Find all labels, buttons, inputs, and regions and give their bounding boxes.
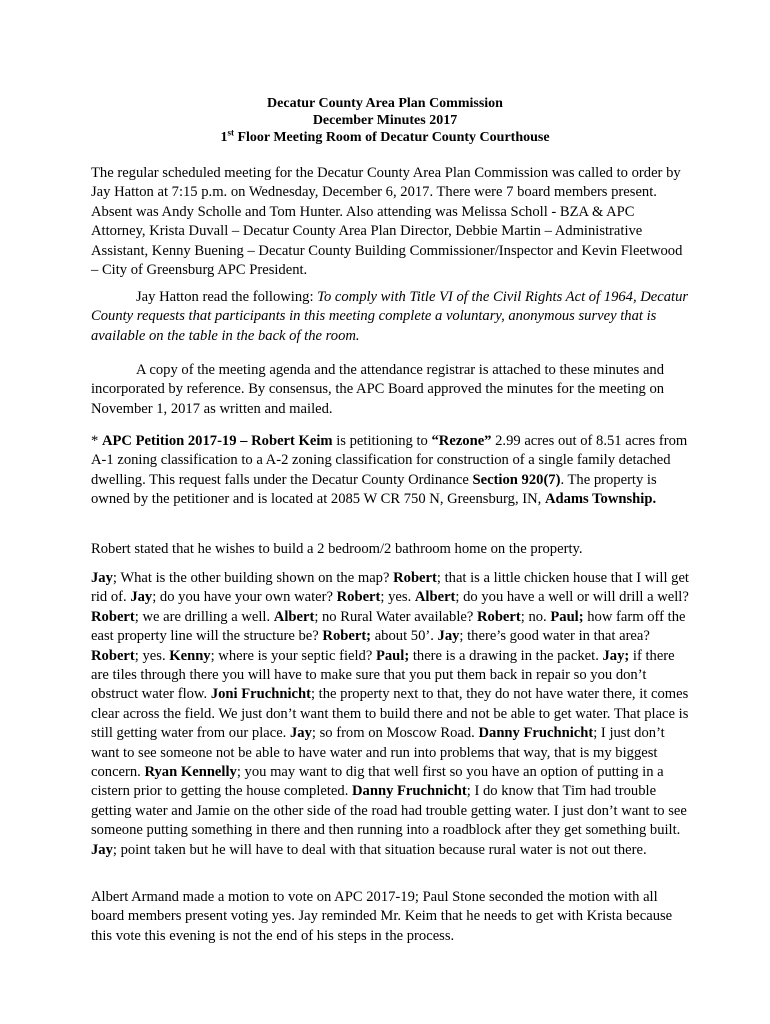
speaker-name: Jay [91,570,113,586]
speaker-name: Ryan Kennelly [144,764,237,781]
speaker-name: Robert [336,589,381,606]
floor-ordinal-suffix: st [227,127,234,138]
speaker-name: Robert [476,608,521,625]
speaker-text: ; I just don’t want to see someone not be able to have water and run into problems that way, that is my biggest concern. [91,725,665,781]
speaker-name: Jay [289,725,312,742]
civil-rights-paragraph [91,288,691,346]
speaker-name: Kenny [169,647,211,664]
speaker-text: ; yes. [380,589,415,606]
speaker-text: ; that is a little chicken house that I will get rid of. [91,570,689,606]
intro-paragraph: The regular scheduled meeting for the Decatur County Area Plan Commission was called to order by Jay Hatton at 7:15 p.m. on Wednesday, December 6, 2017. There were 7 board members present. Absent was Andy Scholle and Tom Hunter. Also attending was Melissa Scholl - BZA & APC Attorney, Krista Duvall – Decatur County Area Plan Director, Debbie Martin – Administrative Assistant, Kenny Buening – Decatur County Building Commissioner/Inspector and Kevin Fleetwood – City of Greensburg APC President. [91,165,683,279]
robert-statement-paragraph: Robert stated that he wishes to build a 2 bedroom/2 bathroom home on the property. [91,541,583,557]
speaker-text: ; do you have your own water? [152,589,337,606]
speaker-text: ; I do know that Tim had trouble getting water and Jamie on the other side of the road had trouble getting water. I just don’t want to see someone putting something in there and then running into a roadblock after they get something built. [91,783,687,839]
speaker-name: Robert [91,608,135,625]
speaker-name: Joni Fruchnicht [210,686,311,703]
speaker-text: ; do you have a well or will drill a well? [455,589,689,606]
petition-title: APC Petition 2017-19 – Robert Keim [101,433,333,449]
speaker-text: ; where is your septic field? [210,647,376,664]
speaker-text: ; so from on Moscow Road. [311,725,479,742]
header-location [0,129,770,146]
speaker-name: Jay [130,589,153,606]
petition-rezone: “Rezone” [431,433,492,449]
motion-paragraph: Albert Armand made a motion to vote on APC 2017-19; Paul Stone seconded the motion with all board members present voting yes. Jay reminded Mr. Keim that he needs to get with Krista because this vote this evening is not the end of his steps in the process. [91,889,673,944]
speaker-text: about 50’. [371,628,438,645]
speaker-name: Albert [273,608,315,625]
petition-star: * [91,433,102,449]
speaker-name: Paul; [375,647,410,664]
speaker-name: Jay [437,628,460,645]
dialogue-paragraph [91,569,691,860]
header-subtitle: December Minutes 2017 [312,113,458,128]
header-title: Decatur County Area Plan Commission [267,96,503,111]
speaker-name: Danny Fruchnicht [352,783,467,800]
petition-section: Section 920(7) [472,471,561,488]
speaker-text: ; no Rural Water available? [314,608,477,625]
civil-rights-lead: Jay Hatton read the following: [136,289,318,305]
speaker-name: Jay [91,841,113,858]
petition-paragraph: * APC Petition 2017-19 – Robert Keim is petitioning to “Rezone” 2.99 acres out of 8.51 acres from A-1 zoning classification to a A-2 zoning classification for construction of a single family detached dwelling. This request falls under the Decatur County Ordinance Section 920(7). The property is owned by the petitioner and is located at 2085 W CR 750 N, Greensburg, IN, Adams Township. [91,433,688,508]
speaker-text: ; we are drilling a well. [134,608,274,625]
petition-township: Adams Township. [544,491,657,508]
speaker-name: Robert [393,570,437,586]
speaker-name: Jay; [602,647,630,664]
speaker-name: Danny Fruchnicht [478,725,594,742]
speaker-text: if there are tiles through there you will have to make sure that you put them back in repair so you don’t obstruct water flow. [91,647,675,703]
speaker-text: ; the property next to that, they do not have water there, it comes clear across the field. We just don’t want them to build there and not be able to get water. That place is still getting water from our place. [91,686,689,742]
floor-number: 1 [220,130,228,145]
document-header [0,95,770,146]
speaker-text: ; point taken but he will have to deal with that situation because rural water is not out there. [112,841,647,858]
agenda-paragraph: A copy of the meeting agenda and the attendance registrar is attached to these minutes and incorporated by reference. By consensus, the APC Board approved the minutes for the meeting on November 1, 2017 as written and mailed. [91,362,665,417]
speaker-text: ; you may want to dig that well first so you have an option of putting in a cistern prior to getting the house completed. [91,764,664,800]
speaker-name: Paul; [550,608,584,625]
speaker-text: how farm off the east property line will the structure be? [91,608,686,645]
speaker-text: ; no. [520,608,551,625]
civil-rights-statement: To comply with Title VI of the Civil Rights Act of 1964, Decatur County requests that participants in this meeting complete a voluntary, anonymous survey that is available on the table in the back of the room. [91,289,689,344]
speaker-name: Robert; [322,628,372,645]
speaker-name: Albert [414,589,456,606]
speaker-text: there is a drawing in the packet. [409,647,603,664]
speaker-text: ; there’s good water in that area? [459,628,650,645]
speaker-text: ; yes. [134,647,170,664]
location-text: Floor Meeting Room of Decatur County Courthouse [233,130,550,145]
speaker-name: Robert [91,647,135,664]
speaker-text: ; What is the other building shown on the map? [112,570,394,586]
